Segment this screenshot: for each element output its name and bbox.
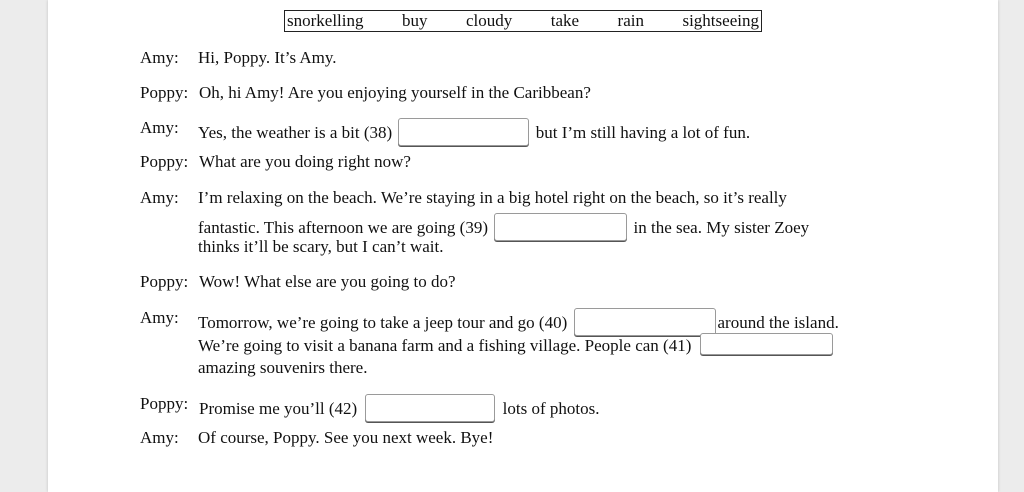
answer-blank-40[interactable]	[574, 308, 716, 336]
speaker-label: Amy:	[140, 308, 179, 327]
dialogue-line	[198, 333, 833, 356]
word-bank-item: snorkelling	[287, 11, 364, 30]
word-bank	[284, 10, 762, 32]
dialogue-text: Yes, the weather is a bit (38)	[198, 123, 393, 142]
answer-blank-39[interactable]	[494, 213, 627, 241]
dialogue-text: around the island.	[717, 313, 839, 332]
dialogue-text: I’m relaxing on the beach. We’re staying in a big hotel right on the beach, so it’s really	[198, 188, 787, 207]
dialogue-text: in the sea. My sister Zoey	[633, 218, 810, 237]
dialogue-text: fantastic. This afternoon we are going (39)	[198, 218, 489, 237]
speaker-label: Poppy:	[140, 394, 189, 413]
word-bank-item: take	[550, 11, 580, 30]
dialogue-text: We’re going to visit a banana farm and a fishing village. People can (41)	[198, 336, 692, 355]
speaker-label: Amy:	[140, 48, 179, 67]
dialogue-text: Hi, Poppy. It’s Amy.	[198, 48, 337, 67]
answer-blank-42[interactable]	[365, 394, 495, 422]
dialogue-text: Tomorrow, we’re going to take a jeep tour and go (40)	[198, 313, 568, 332]
speaker-label: Amy:	[140, 428, 179, 447]
speaker-label: Poppy:	[140, 272, 189, 291]
word-bank-item: rain	[617, 11, 644, 30]
dialogue-text: but I’m still having a lot of fun.	[535, 123, 751, 142]
word-bank-item: buy	[401, 11, 428, 30]
dialogue-line	[198, 118, 750, 146]
speaker-label: Poppy:	[140, 152, 189, 171]
dialogue-text: Wow! What else are you going to do?	[199, 272, 456, 291]
dialogue-text: lots of photos.	[502, 399, 600, 418]
answer-blank-38[interactable]	[398, 118, 529, 146]
dialogue-text: thinks it’ll be scary, but I can’t wait.	[198, 237, 444, 256]
word-bank-item: cloudy	[465, 11, 513, 30]
dialogue-text: amazing souvenirs there.	[198, 358, 368, 377]
dialogue-line	[198, 308, 839, 336]
speaker-label: Poppy:	[140, 83, 189, 102]
dialogue-line	[199, 394, 599, 422]
answer-blank-41[interactable]	[700, 333, 833, 355]
speaker-label: Amy:	[140, 188, 179, 207]
dialogue-text: Of course, Poppy. See you next week. Bye!	[198, 428, 494, 447]
word-bank-item: sightseeing	[682, 11, 759, 30]
dialogue-text: Oh, hi Amy! Are you enjoying yourself in the Caribbean?	[199, 83, 591, 102]
dialogue-text: Promise me you’ll (42)	[199, 399, 358, 418]
speaker-label: Amy:	[140, 118, 179, 137]
dialogue-text: What are you doing right now?	[199, 152, 411, 171]
